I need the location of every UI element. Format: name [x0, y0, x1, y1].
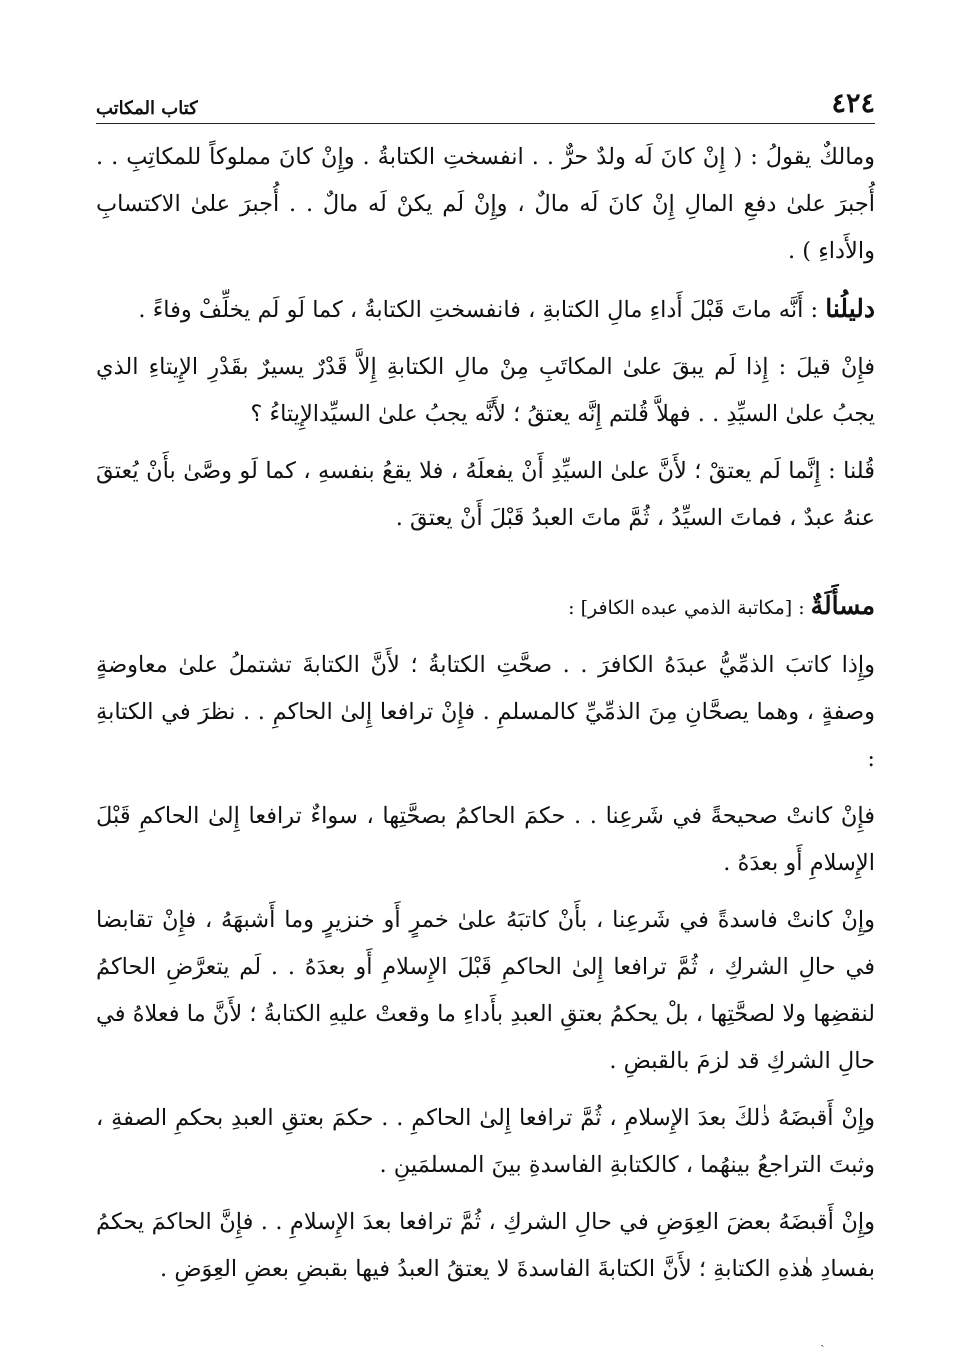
evidence-text: : أَنَّه ماتَ قَبْلَ أَداءِ مالِ الكتابةِ ، فانفسختِ الكتابةُ ، كما لَو لَم يخلِّفْ وفاءً .	[138, 297, 826, 323]
paragraph-dhimmi-contract: وإِذا كاتبَ الذمِّيُّ عبدَهُ الكافرَ . . صحَّتِ الكتابةُ ؛ لأَنَّ الكتابةَ تشتملُ علىٰ معاوضةٍ وصفةٍ ، وهما يصحَّانِ مِنَ الذمِّيِّ كالمسلمِ . فإِنْ ترافعا إِلىٰ الحاكمِ . . نظرَ في الكتابةِ :	[96, 652, 875, 772]
term-masala: مسأَلَةٌ	[810, 591, 875, 620]
paragraph-after-islam: وإِنْ أَقبضَهُ ذٰلكَ بعدَ الإِسلامِ ، ثُمَّ ترافعا إِلىٰ الحاكمِ . . حكمَ بعتقِ العبدِ بحكمِ الصفةِ ، وثبتَ التراجعُ بينهُما ، كالكتابةِ الفاسدةِ بينَ المسلمَينِ .	[96, 1105, 875, 1178]
running-title: كتاب المكاتب	[96, 98, 198, 119]
page-body	[96, 134, 875, 1293]
paragraph-reply: قُلنا : إِنَّما لَم يعتقْ ؛ لأَنَّ علىٰ السيِّدِ أَنْ يفعلَهُ ، فلا يقعُ بنفسهِ ، كما لَو وصَّىٰ بأَنْ يُعتقَ عنهُ عبدٌ ، فماتَ السيِّدُ ، ثُمَّ ماتَ العبدُ قَبْلَ أَنْ يعتقَ .	[96, 458, 875, 531]
scan-mark: ˎ	[820, 1332, 825, 1348]
page-number: ٤٢٤	[831, 88, 875, 119]
paragraph-objection: فإِنْ قيلَ : إِذا لَم يبقَ علىٰ المكاتَبِ مِنْ مالِ الكتابةِ إِلاَّ قَدْرٌ يسيرٌ بقَدْرِ الإِيتاءِ الذي يجبُ علىٰ السيِّدِ . . فهلاَّ قُلتم إِنَّه يعتقُ ؛ لأَنَّه يجبُ علىٰ السيِّدالإِيتاءُ ؟	[96, 354, 875, 427]
masala-heading	[96, 582, 875, 632]
paragraph-evidence	[96, 285, 875, 334]
paragraph-partial-payment: وإِنْ أَقبضَهُ بعضَ العِوَضِ في حالِ الشركِ ، ثُمَّ ترافعا بعدَ الإِسلامِ . . فإِنَّ الحاكمَ يحكمُ بفسادِ هٰذهِ الكتابةِ ؛ لأَنَّ الكتابةَ الفاسدةَ لا يعتقُ العبدُ فيها بقبضِ بعضِ العِوَضِ .	[96, 1209, 875, 1282]
page-header	[96, 84, 875, 124]
paragraph-invalid-contract: وإِنْ كانتْ فاسدةً في شَرعِنا ، بأَنْ كاتبَهُ علىٰ خمرٍ أَو خنزيرٍ وما أَشبهَهُ ، فإِنْ تقابضا في حالِ الشركِ ، ثُمَّ ترافعا إِلىٰ الحاكمِ قَبْلَ الإِسلامِ أَو بعدَهُ . . لَم يتعرَّضِ الحاكمُ لنقضِها ولا لصحَّتِها ، بلْ يحكمُ بعتقِ العبدِ بأَداءِ ما وقعتْ عليهِ الكتابةُ ؛ لأَنَّ ما فعلاهُ في حالِ الشركِ قد لزمَ بالقبضِ .	[96, 907, 875, 1074]
masala-title: : [مكاتبة الذمي عبده الكافر] :	[568, 597, 811, 619]
term-dalilna: دليلُنا	[825, 294, 875, 323]
paragraph-valid-contract: فإِنْ كانتْ صحيحةً في شَرعِنا . . حكمَ الحاكمُ بصحَّتِها ، سواءٌ ترافعا إِلىٰ الحاكمِ قَبْلَ الإِسلامِ أَو بعدَهُ .	[96, 803, 875, 876]
paragraph-malik-opinion: ومالكٌ يقولُ : ( إِنْ كانَ لَه ولدٌ حرٌّ . . انفسختِ الكتابةُ . وإِنْ كانَ مملوكاً للمكاتِبِ . . أُجبرَ علىٰ دفعِ المالِ إِنْ كانَ لَه مالٌ ، وإِنْ لَم يكنْ لَه مالٌ . . أُجبرَ علىٰ الاكتسابِ والأَداءِ ) .	[96, 144, 875, 264]
